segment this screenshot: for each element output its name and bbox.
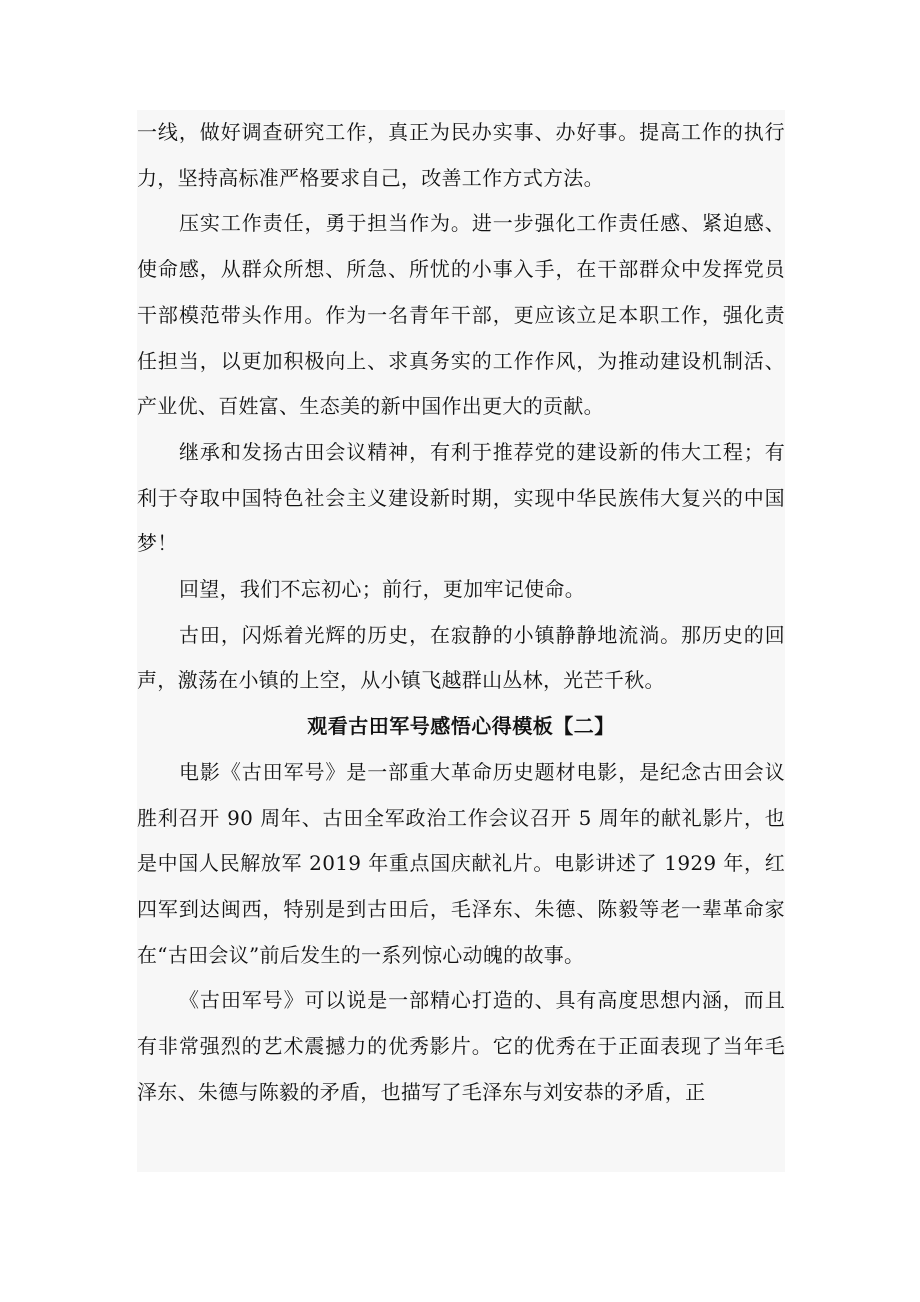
document-content xyxy=(137,110,785,1115)
section-title: 观看古田军号感悟心得模板【二】 xyxy=(307,714,615,739)
paragraph: 电影《古田军号》是一部重大革命历史题材电影，是纪念古田会议胜利召开 90 周年、古田全军政治工作会议召开 5 周年的献礼影片，也是中国人民解放军 2019 年重点国庆献礼片。电影讲述了 1929 年，红四军到达闽西，特别是到古田后，毛泽东、朱德、陈毅等老一辈革命家在“古田会议”前后发生的一系列惊心动魄的故事。 xyxy=(137,759,785,967)
paragraph-group-1 xyxy=(137,110,785,704)
paragraph: 继承和发扬古田会议精神，有利于推荐党的建设新的伟大工程；有利于夺取中国特色社会主义建设新时期，实现中华民族伟大复兴的中国梦！ xyxy=(137,439,785,556)
paragraph-group-2 xyxy=(137,750,785,1116)
paragraph: 古田，闪烁着光辉的历史，在寂静的小镇静静地流淌。那历史的回声，激荡在小镇的上空，从小镇飞越群山丛林，光芒千秋。 xyxy=(137,622,785,693)
paragraph: 回望，我们不忘初心；前行，更加牢记使命。 xyxy=(179,577,585,602)
paragraph: 一线，做好调查研究工作，真正为民办实事、办好事。提高工作的执行力，坚持高标准严格要求自己，改善工作方式方法。 xyxy=(137,120,785,190)
paragraph: 《古田军号》可以说是一部精心打造的、具有高度思想内涵，而且有非常强烈的艺术震撼力的优秀影片。它的优秀在于正面表现了当年毛泽东、朱德与陈毅的矛盾，也描写了毛泽东与刘安恭的矛盾，正 xyxy=(137,988,785,1104)
paragraph: 压实工作责任，勇于担当作为。进一步强化工作责任感、紧迫感、使命感，从群众所想、所急、所忧的小事入手，在干部群众中发挥党员干部模范带头作用。作为一名青年干部，更应该立足本职工作，强化责任担当，以更加积极向上、求真务实的工作作风，为推动建设机制活、产业优、百姓富、生态美的新中国作出更大的贡献。 xyxy=(137,211,785,419)
